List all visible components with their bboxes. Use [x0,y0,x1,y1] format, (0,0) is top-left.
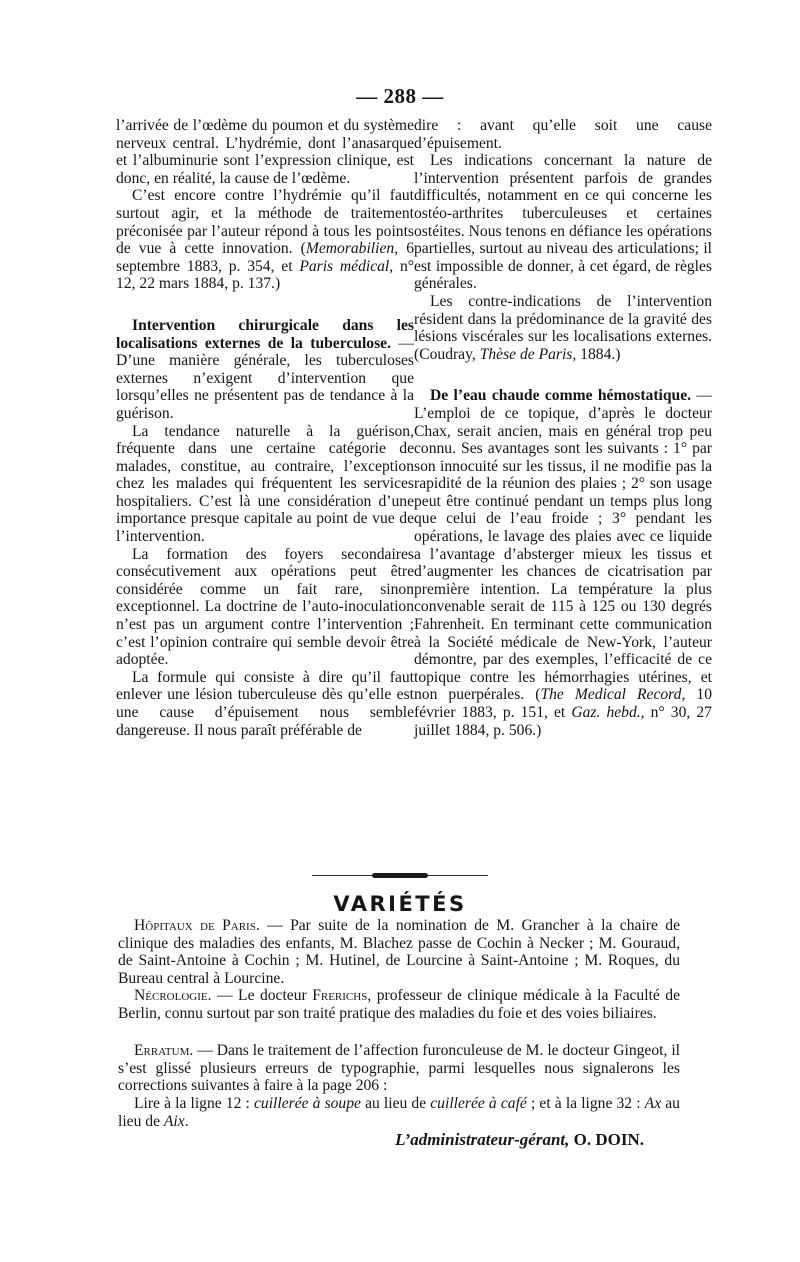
text-run: Ax [644,1095,662,1112]
text-run: Thèse de Paris, [479,345,577,363]
text-run: Aix [163,1112,185,1130]
text-run: Les contre-indications de l’intervention résident dans la prédominance de la gravité des lésions viscérales sur les localisations externes. (Coudray, [414,292,712,363]
text-run: Erratum. [134,1042,194,1059]
text-run: The Medical Record, [540,686,686,704]
paragraph [116,187,414,293]
text-run: C’est encore contre l’hydrémie qu’il faut surtout agir, et la méthode de traitement préconisée par l’auteur répond à tous les points de vue à cette innovation. ( [116,187,414,258]
paragraph [116,423,414,546]
text-run: . [184,1112,189,1130]
paragraph [414,387,712,739]
signature-role: L’administrateur-gérant, [395,1130,570,1149]
paragraph [116,546,414,669]
text-run: 1884.) [576,345,621,363]
varietes-item [118,987,680,1022]
text-run: Lire à la ligne 12 : [134,1095,254,1112]
text-run: Gaz. hebd., [571,704,645,721]
text-run: l’arrivée de l’œdème du poumon et du système nerveux central. L’hydrémie, dont l’anasarque et l’albuminurie sont l’expression clinique, est donc, en réalité, la cause de l’œdème. [116,117,414,187]
text-run: au lieu de [118,1095,680,1130]
text-run: La formule qui consiste à dire qu’il faut enlever une lésion tuberculeuse dès qu’elle est une cause d’épuisement nous semble dangereuse. Il nous paraît préférable de [116,668,414,739]
text-run: Paris médical, [299,257,394,275]
signature-name: O. DOIN. [573,1130,644,1149]
paragraph [118,1042,680,1095]
text-run: ; et à la ligne 32 : [526,1095,645,1112]
paragraph [414,117,712,152]
paragraph [118,1095,680,1130]
text-run: — Dans le traitement de l’affection furonculeuse de M. le docteur Gingeot, il s’est glissé plusieurs erreurs de typographie, parmi lesquelles nous signalerons les corrections suivantes à faire à la page 206 : [118,1042,680,1095]
text-run: La tendance naturelle à la guérison, fréquente dans une certaine catégorie de malades, constitue, au contraire, l’exception chez les malades qui fréquentent les services hospitaliers. C’est là une considération d’une importance presque capitale au point de vue de l’intervention. [116,422,414,546]
left-column [116,117,414,739]
text-run: — Par suite de la nomination de M. Grancher à la chaire de clinique des maladies des enfants, M. Blachez passe de Cochin à Necker ; M. Gouraud, de Saint-Antoine à Cochin ; M. Hutinel, de Lourcine à Saint-Antoine ; M. Roques, du Bureau central à Lourcine. [118,917,680,987]
article-heading: Intervention chirurgicale dans les localisations externes de la tuberculose. [116,316,414,352]
text-run: dire : avant qu’elle soit une cause d’épuisement. [414,117,712,152]
paragraph [414,293,712,363]
varietes-item [118,917,680,987]
page-number: — 288 — [356,84,444,108]
text-run: Frerichs [312,987,368,1004]
paragraph [118,917,680,987]
text-run: cuillerée à soupe [253,1095,361,1112]
paragraph [116,317,414,423]
text-run: Nécrologie. [134,987,212,1004]
text-run: 10 février 1883, p. 151, et [414,686,712,721]
varietes-item [118,1095,680,1130]
divider-ornament [372,873,428,878]
text-run: n° 30, 27 juillet 1884, p. 506.) [414,704,712,739]
paragraph [116,117,414,187]
text-run: au lieu de [360,1095,431,1112]
text-run: — L’emploi de ce topique, d’après le docteur Chax, serait ancien, mais en général trop peu connu. Ses avantages sont les suivants : 1° par son innocuité sur les tissus, il ne modifie pas la rapidité de la réunion des plaies ; 2° son usage peut être continué pendant un temps plus long que celui de l’eau froide ; 3° pendant les opérations, le lavage des plaies avec ce liquide a l’avantage d’absterger mieux les tissus et d’augmenter les chances de cicatrisation par première intention. La température la plus convenable serait de 115 à 125 ou 130 degrés Fahrenheit. En terminant cette communication à la Société médicale de New-York, l’auteur démontre, par des exemples, l’efficacité de ce topique contre les hémorrhagies utérines, et non puerpérales. ( [414,387,712,704]
text-run: Memorabilien, [305,240,399,258]
paragraph [414,152,712,293]
text-run: Les indications concernant la nature de l’intervention présentent parfois de grandes difficultés, notamment en ce qui concerne les ostéo-arthrites tuberculeuses et certaines ostéites. Nous tenons en défiance les opérations partielles, surtout au niveau des articulations; il est impossible de donner, à cet égard, de règles générales. [414,152,712,293]
text-run: — D’une manière générale, les tuberculoses externes n’exigent d’intervention que lorsqu’elles ne présentent pas de tendance à la guérison. [116,334,414,422]
varietes-item [118,1042,680,1095]
signature [348,1130,644,1150]
section-divider [312,874,488,877]
text-run: 6 septembre 1883, p. 354, et [116,240,414,275]
text-run: , professeur de clinique médicale à la Faculté de Berlin, connu surtout par son traité pratique des maladies du foie et des voies biliaires. [118,987,680,1022]
paragraph [116,669,414,739]
section-title: VARIÉTÉS [333,892,467,916]
article-heading: De l’eau chaude comme hémostatique. [430,387,692,405]
text-run: cuillerée à café [430,1095,527,1112]
text-run: n° 12, 22 mars 1884, p. 137.) [116,257,414,293]
right-column [414,117,712,739]
text-run: — Le docteur [211,987,313,1004]
paragraph [118,987,680,1022]
text-run: Hôpitaux de Paris. [134,917,260,934]
text-run: La formation des foyers secondaires consécutivement aux opérations peut être considérée comme un fait rare, sinon exceptionnel. La doctrine de l’auto-inoculation n’est pas un argument contre l’intervention ; c’est l’opinion contraire qui semble devoir être adoptée. [116,545,414,669]
